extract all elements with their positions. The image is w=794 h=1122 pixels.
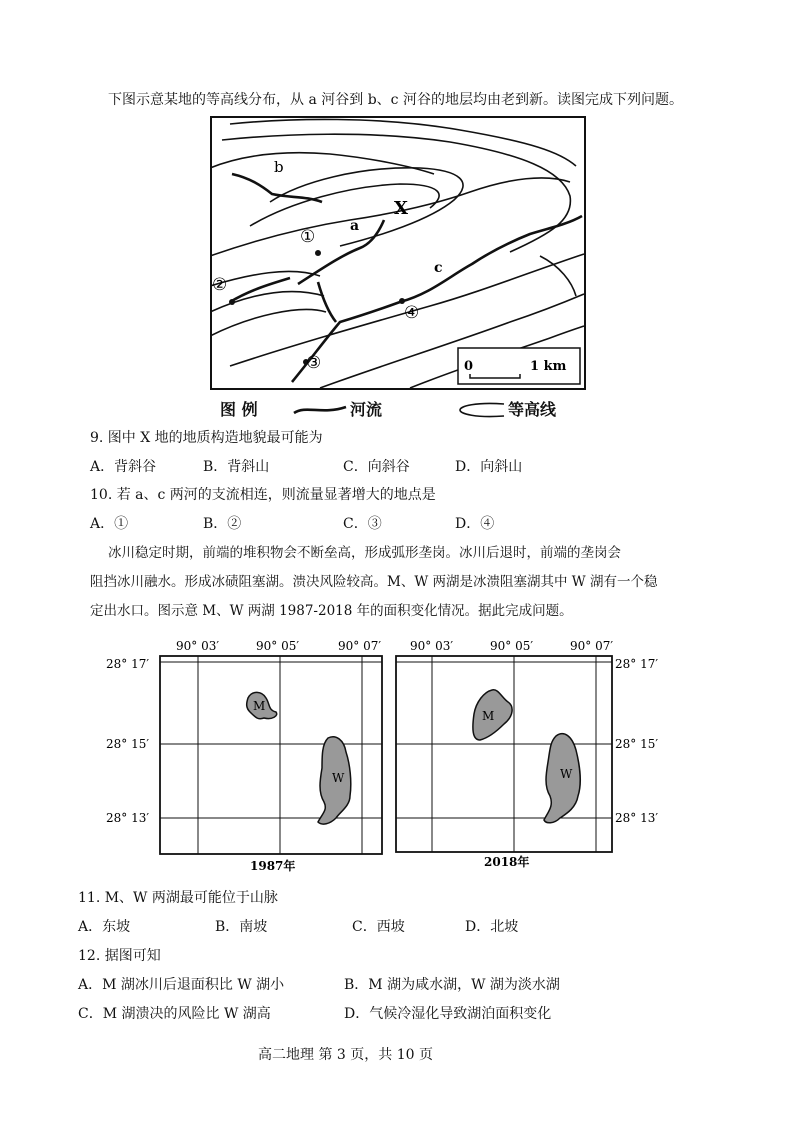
q10-option-b: B．②: [203, 516, 242, 532]
lat-label-right-3: 28° 13′: [615, 811, 659, 825]
q9-option-a: A．背斜谷: [90, 459, 157, 475]
label-point-2: ②: [212, 275, 228, 295]
lon-label-2018-2: 90° 05′: [490, 639, 534, 653]
passage-line-2: 阻挡冰川融水。形成冰碛阻塞湖。溃决风险较高。M、W 两湖是冰溃阻塞湖其中 W 湖有一个稳: [90, 574, 658, 590]
lake-m-label-1987: M: [253, 699, 266, 713]
q12-option-b: B．M 湖为咸水湖，W 湖为淡水湖: [344, 977, 560, 993]
q11-option-d: D．北坡: [465, 919, 519, 935]
legend-contour-label: 等高线: [508, 400, 557, 419]
q9-option-d: D．向斜山: [455, 459, 523, 475]
intro-text: 下图示意某地的等高线分布，从 a 河谷到 b、c 河谷的地层均由老到新。读图完成下列问题。: [108, 92, 683, 108]
q9-option-c: C．向斜谷: [343, 459, 410, 475]
scale-value: 1 km: [530, 359, 567, 374]
label-point-1: ①: [300, 227, 316, 247]
label-point-3: ③: [306, 353, 322, 373]
label-X: X: [394, 198, 408, 219]
q11-option-c: C．西坡: [352, 919, 405, 935]
q9-option-b: B．背斜山: [203, 459, 270, 475]
q9-stem: 9. 图中 X 地的地质构造地貌最可能为: [90, 430, 323, 446]
q10-option-a: A．①: [90, 516, 129, 532]
q12-option-a: A．M 湖冰川后退面积比 W 湖小: [78, 977, 285, 993]
label-b: b: [274, 158, 284, 176]
lake-m-label-2018: M: [482, 709, 495, 723]
q10-stem: 10. 若 a、c 两河的支流相连，则流量显著增大的地点是: [90, 487, 436, 503]
scale-bar: [458, 348, 580, 384]
legend-contour-symbol: [456, 400, 506, 420]
year-label-1987: 1987年: [250, 859, 296, 873]
q10-option-d: D．④: [455, 516, 495, 532]
lake-w-label-1987: W: [332, 771, 345, 785]
lat-label-right-2: 28° 15′: [615, 737, 659, 751]
lon-label-2018-1: 90° 03′: [410, 639, 454, 653]
legend-river-label: 河流: [350, 400, 383, 419]
map-2018: [396, 656, 612, 869]
lat-label-right-1: 28° 17′: [615, 657, 659, 671]
q10-option-c: C．③: [343, 516, 382, 532]
lat-label-left-2: 28° 15′: [106, 737, 150, 751]
passage-line-1: 冰川稳定时期，前端的堆积物会不断垒高，形成弧形垄岗。冰川后退时，前端的垄岗会: [108, 545, 621, 561]
q11-option-a: A．东坡: [78, 919, 131, 935]
q11-option-b: B．南坡: [215, 919, 268, 935]
label-point-4: ④: [404, 303, 420, 323]
passage-line-3: 定出水口。图示意 M、W 两湖 1987-2018 年的面积变化情况。据此完成问题。: [90, 603, 573, 619]
lat-label-left-1: 28° 17′: [106, 657, 150, 671]
lon-label-2018-3: 90° 07′: [570, 639, 614, 653]
label-a: a: [350, 218, 360, 234]
q12-stem: 12. 据图可知: [78, 948, 161, 964]
legend-river-symbol: [292, 401, 348, 419]
scale-zero: 0: [464, 359, 474, 374]
lake-maps-figure: [100, 636, 660, 876]
q12-option-c: C．M 湖溃决的风险比 W 湖高: [78, 1006, 271, 1022]
legend-title: 图 例: [220, 400, 258, 419]
map-1987: [160, 656, 382, 873]
lon-label-1987-1: 90° 03′: [176, 639, 220, 653]
lon-label-1987-2: 90° 05′: [256, 639, 300, 653]
lat-label-left-3: 28° 13′: [106, 811, 150, 825]
lake-w-label-2018: W: [560, 767, 573, 781]
lon-label-1987-3: 90° 07′: [338, 639, 382, 653]
label-c: c: [434, 260, 443, 276]
year-label-2018: 2018年: [484, 855, 530, 869]
contour-map: [210, 116, 586, 390]
q12-option-d: D．气候冷湿化导致湖泊面积变化: [344, 1006, 552, 1022]
page-footer: 高二地理 第 3 页，共 10 页: [258, 1047, 433, 1063]
q11-stem: 11. M、W 两湖最可能位于山脉: [78, 890, 278, 906]
